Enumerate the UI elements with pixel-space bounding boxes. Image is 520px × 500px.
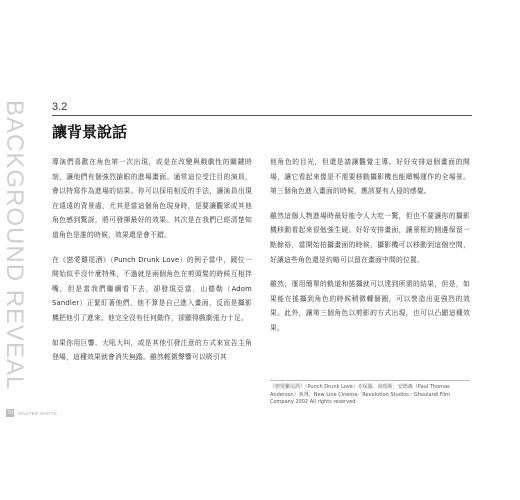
page-number: 70 (7, 410, 13, 416)
section-divider (52, 115, 472, 116)
section-title: 讓背景說話 (52, 123, 128, 141)
page-footer (6, 409, 57, 417)
paragraph: 雖然，運用簡單的軌道和搖攝就可以達到所需的結果，但是，如果能在搖攝到角色的時候稍微轉個圈，可以營造出更強烈的效果。此外，讓第三個角色以剪影的方式出現，也可以凸顯這種效果。 (270, 280, 470, 332)
vertical-chapter-title: BACKGROUND REVEAL (1, 100, 28, 391)
paragraph: 雖然這個人物進場時最好能令人大吃一驚，但也不要讓你的攝影機移動看起來很勉強生硬。好好安排畫面，讓景框的側邊保留一點餘裕，當開始拍攝畫面的時候，攝影機可以移動到這個空間，好讓這些角色還是約略可以留在畫面中間的位置。 (270, 211, 470, 264)
section-number: 3.2 (52, 101, 68, 113)
paragraph: 他角色的目光，但還是請讓觀覺主導。好好安排這個畫面的開場，讓它看起來像是不需要移動攝影機也能順暢運作的全場景。第三個角色進入畫面的時候，應該要有人侵的感覺。 (270, 158, 470, 196)
right-text-column (270, 155, 470, 346)
paragraph: 導演們喜歡在角色第一次出現，或是在改變與戲劇性的關鍵時刻，讓他們有個強烈搶眼的進場畫面。通常這位受注目的演員，會以特寫作為進場的結果。你可以採用相反的手法，讓演員出現在遠遠的背景處，尤其是當這個角色現身時，是要讓觀眾或其他角色感到驚訝，將可發揮最好的效果。其次是在我們已經清楚知道角色是誰的時候，效果還是會不錯。 (52, 158, 252, 239)
paragraph: 在《戀愛雞尾酒》（Punch Drunk Love）的例子當中，鏡位一開始似乎沒什麼特殊，不過就是兩個角色在剪頭髮的時候互相拌嘴，但是當我們繼續看下去，卻發現亞當．山德勒（Adom Sandler）正緊盯著他們，他不算是自己進入畫面，反而是攝影機把他引了進來。他完全沒有任何動作，卻顯得戲劇張力十足。 (52, 255, 252, 322)
paragraph: 如果你用巨響、大吼大叫，或是其他引發注意的方式來宣告主角登場，這種效果就會消失無蹤。雖然輕微聲響可以吸引其 (52, 338, 252, 362)
image-caption: 《戀愛雞尾酒》（Punch Drunk Love）亦保羅．湯瑪斯．安德森（Paul Thomas Anderson）執導，New Line Cinema／Revolution Studios／Ghoulardi Film Company 2002 All rights reserved (270, 380, 470, 407)
running-head: MASTER SHOTS (18, 410, 58, 416)
left-text-column (52, 155, 252, 375)
